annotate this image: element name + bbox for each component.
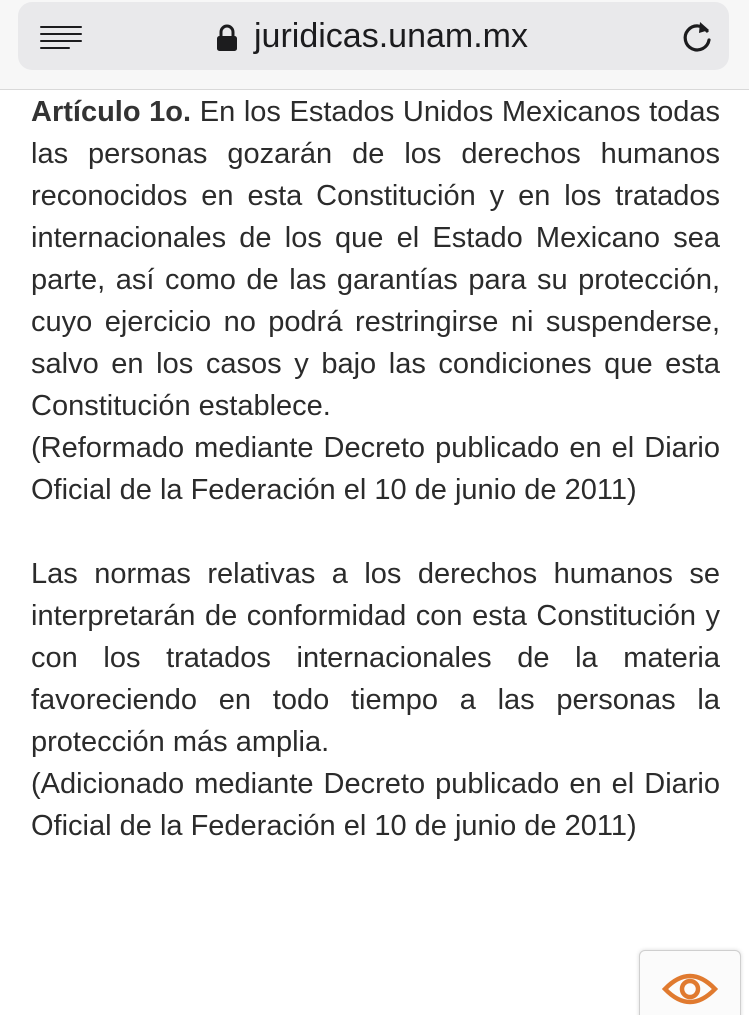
article-content: [31, 91, 720, 847]
reader-view-button[interactable]: [639, 950, 741, 1015]
paragraph-spacer: [31, 511, 720, 553]
browser-toolbar: [0, 0, 749, 90]
addition-note: (Adicionado mediante Decreto publicado en el Diario Oficial de la Federación el 10 de junio de 2011): [31, 768, 720, 842]
address-bar[interactable]: [18, 2, 729, 70]
article-paragraph-1: [31, 91, 720, 427]
reload-icon[interactable]: [680, 18, 714, 54]
lock-icon: [216, 24, 238, 52]
url-text[interactable]: juridicas.unam.mx: [254, 17, 528, 55]
reform-note: (Reformado mediante Decreto publicado en el Diario Oficial de la Federación el 10 de junio de 2011): [31, 432, 720, 506]
article-paragraph-1-text: En los Estados Unidos Mexicanos todas las personas gozarán de los derechos humanos reconocidos en esta Constitución y en los tratados internacionales de los que el Estado Mexicano sea parte, así como de las garantías para su protección, cuyo ejercicio no podrá restringirse ni suspenderse, salvo en los casos y bajo las condiciones que esta Constitución establece.: [31, 96, 721, 422]
eye-icon: [662, 967, 718, 1011]
article-paragraph-2: Las normas relativas a los derechos humanos se interpretarán de conformidad con esta Constitución y con los tratados internacionales de la materia favoreciendo en todo tiempo a las personas la protección más amplia.: [31, 558, 720, 758]
hamburger-menu-icon[interactable]: [40, 24, 82, 52]
article-number: Artículo 1o.: [31, 96, 192, 128]
